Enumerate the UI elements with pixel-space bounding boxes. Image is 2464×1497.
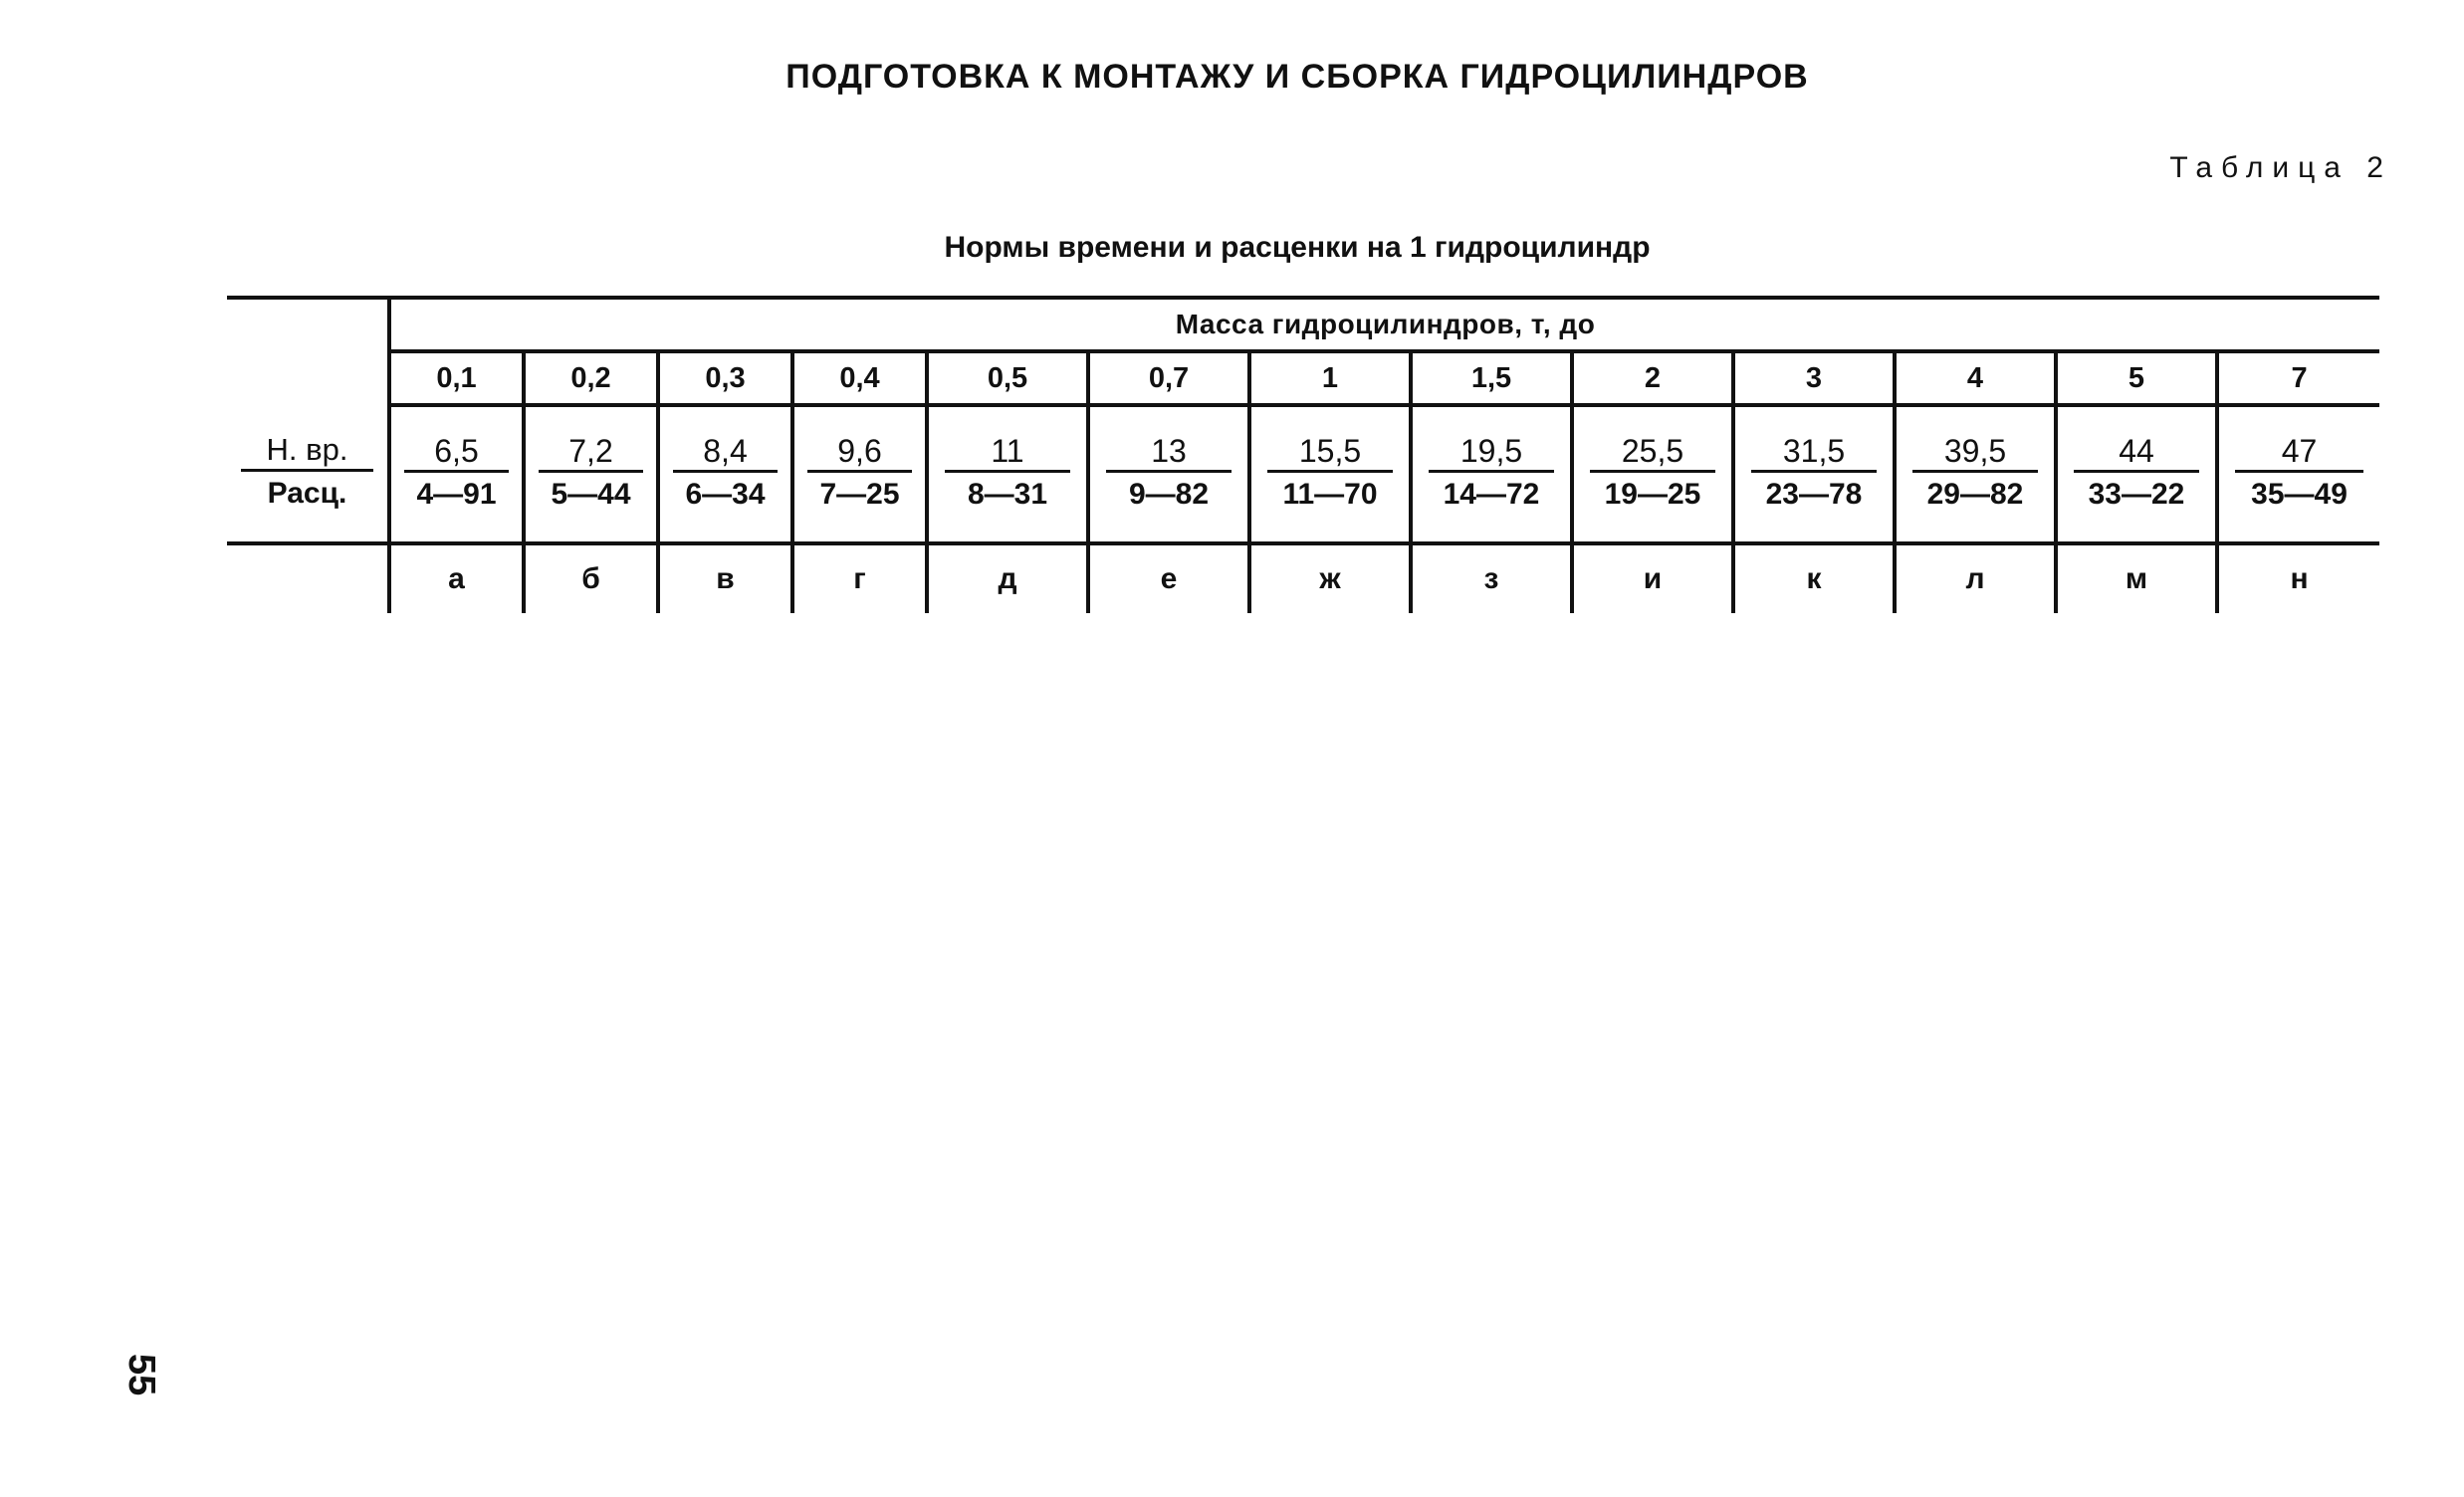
stub-header-cell xyxy=(227,298,389,405)
mass-value: 0,1 xyxy=(389,351,524,405)
norm-value: 9,6 xyxy=(807,432,912,473)
column-code: л xyxy=(1895,543,2056,613)
page-number: 55 xyxy=(120,1354,162,1396)
rate-value: 5—44 xyxy=(551,478,631,511)
norm-rate-cell xyxy=(927,405,1088,543)
norm-value: 13 xyxy=(1106,432,1232,473)
norm-value: 8,4 xyxy=(673,432,778,473)
mass-values-row xyxy=(227,351,2379,405)
mass-value: 4 xyxy=(1895,351,2056,405)
mass-value: 3 xyxy=(1733,351,1895,405)
norm-rate-cell xyxy=(792,405,927,543)
norm-value: 11 xyxy=(945,432,1070,473)
norm-value: 44 xyxy=(2074,432,2199,473)
mass-value: 0,3 xyxy=(658,351,792,405)
norm-value: 15,5 xyxy=(1267,432,1393,473)
column-code-row xyxy=(227,543,2379,613)
column-code: а xyxy=(389,543,524,613)
stub-rate-label: Расц. xyxy=(267,477,347,510)
section-title: ПОДГОТОВКА К МОНТАЖУ И СБОРКА ГИДРОЦИЛИНДРОВ xyxy=(785,58,1809,96)
mass-value: 0,4 xyxy=(792,351,927,405)
norm-rate-cell xyxy=(1733,405,1895,543)
mass-header-row xyxy=(227,298,2379,351)
column-code: в xyxy=(658,543,792,613)
rate-value: 4—91 xyxy=(416,478,497,511)
column-code: м xyxy=(2056,543,2217,613)
norm-rate-cell xyxy=(524,405,658,543)
rate-value: 35—49 xyxy=(2251,478,2348,511)
table-label: Таблица 2 xyxy=(2169,151,2392,184)
mass-value: 1 xyxy=(1249,351,1411,405)
mass-value: 0,2 xyxy=(524,351,658,405)
norm-rate-cell xyxy=(389,405,524,543)
rate-value: 7—25 xyxy=(819,478,900,511)
column-code: к xyxy=(1733,543,1895,613)
norm-value: 31,5 xyxy=(1751,432,1877,473)
column-code: д xyxy=(927,543,1088,613)
rate-value: 29—82 xyxy=(1926,478,2024,511)
mass-value: 2 xyxy=(1572,351,1733,405)
norm-rate-cell xyxy=(1088,405,1249,543)
norm-value: 19,5 xyxy=(1429,432,1554,473)
mass-value: 5 xyxy=(2056,351,2217,405)
stub-norm-label: Н. вр. xyxy=(241,431,372,472)
mass-value: 0,7 xyxy=(1088,351,1249,405)
mass-value: 1,5 xyxy=(1411,351,1572,405)
norm-rate-cell xyxy=(1572,405,1733,543)
norm-value: 39,5 xyxy=(1912,432,2038,473)
column-code: н xyxy=(2217,543,2379,613)
norm-rate-cell xyxy=(1249,405,1411,543)
column-code: з xyxy=(1411,543,1572,613)
norms-table xyxy=(227,296,2379,613)
norm-rate-cell xyxy=(2217,405,2379,543)
norm-value: 6,5 xyxy=(404,432,509,473)
norm-rate-cell xyxy=(1411,405,1572,543)
mass-header: Масса гидроцилиндров, т, до xyxy=(389,298,2379,351)
norm-rate-row xyxy=(227,405,2379,543)
stub-code-cell xyxy=(227,543,389,613)
rate-value: 23—78 xyxy=(1765,478,1863,511)
column-code: г xyxy=(792,543,927,613)
norm-rate-cell xyxy=(1895,405,2056,543)
column-code: е xyxy=(1088,543,1249,613)
norm-value: 47 xyxy=(2235,432,2363,473)
column-code: б xyxy=(524,543,658,613)
rate-value: 11—70 xyxy=(1282,478,1378,511)
rate-value: 8—31 xyxy=(967,478,1048,511)
norm-rate-cell xyxy=(2056,405,2217,543)
rate-value: 33—22 xyxy=(2088,478,2185,511)
rate-value: 9—82 xyxy=(1128,478,1210,511)
norm-value: 25,5 xyxy=(1590,432,1715,473)
column-code: ж xyxy=(1249,543,1411,613)
norm-value: 7,2 xyxy=(539,432,643,473)
stub-norm-rate xyxy=(227,405,389,543)
rate-value: 19—25 xyxy=(1604,478,1701,511)
table-caption: Нормы времени и расценки на 1 гидроцилиндр xyxy=(944,231,1651,264)
rate-value: 6—34 xyxy=(685,478,766,511)
column-code: и xyxy=(1572,543,1733,613)
mass-value: 7 xyxy=(2217,351,2379,405)
norm-rate-cell xyxy=(658,405,792,543)
rate-value: 14—72 xyxy=(1443,478,1540,511)
mass-value: 0,5 xyxy=(927,351,1088,405)
